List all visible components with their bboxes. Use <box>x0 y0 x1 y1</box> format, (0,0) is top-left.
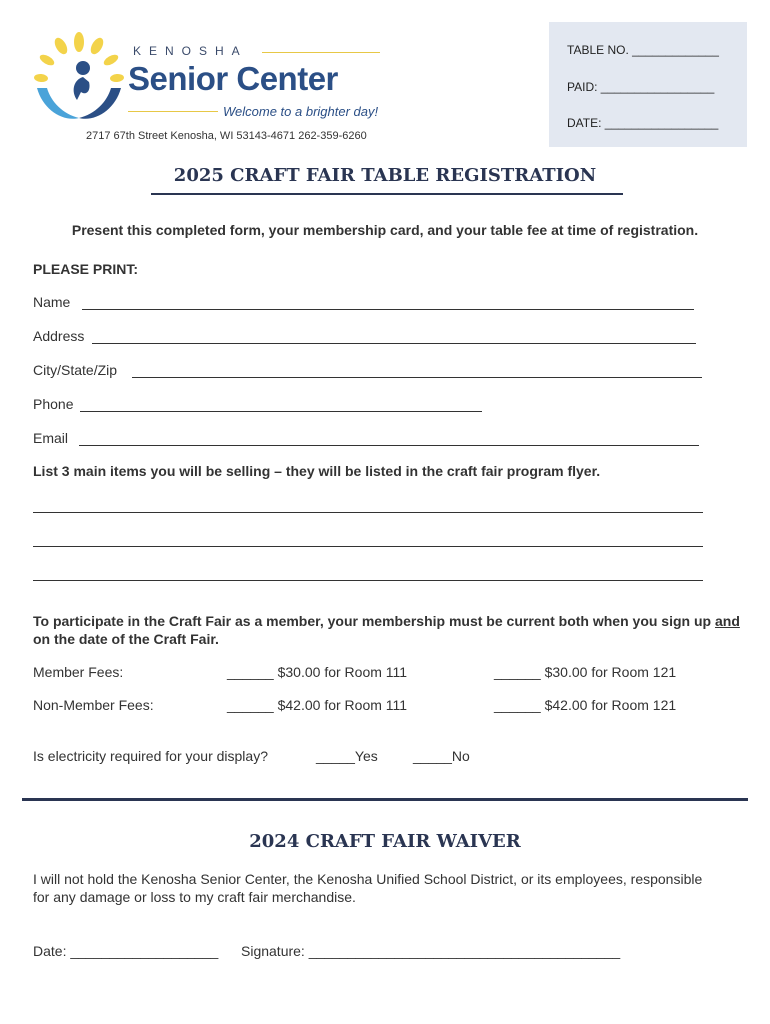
membership-note-and: and <box>714 613 740 629</box>
nonmember-fees-label: Non-Member Fees: <box>33 697 154 713</box>
waiver-signature-field[interactable]: Signature: ________________________________________ <box>241 943 621 959</box>
email-field[interactable] <box>79 432 699 446</box>
electricity-question: Is electricity required for your display? <box>33 748 268 764</box>
nonmember-room-111-option[interactable]: ______ $42.00 for Room 111 <box>227 697 408 713</box>
office-date-field[interactable]: DATE: _________________ <box>567 116 719 130</box>
section-divider <box>22 798 748 801</box>
item-line-2[interactable] <box>33 533 703 547</box>
address-label: Address <box>33 328 85 344</box>
item-line-1[interactable] <box>33 499 703 513</box>
electricity-no-option[interactable]: _____No <box>413 748 470 764</box>
name-label: Name <box>33 294 71 310</box>
item-line-3[interactable] <box>33 567 703 581</box>
title-underline <box>151 193 623 195</box>
membership-note: To participate in the Craft Fair as a member, your membership must be current both when you sign up and on the date of the Craft Fair. <box>33 613 740 647</box>
registration-title: 2025 CRAFT FAIR TABLE REGISTRATION <box>173 165 597 186</box>
logo-rule-bottom <box>128 111 218 112</box>
waiver-title: 2024 CRAFT FAIR WAIVER <box>249 831 521 852</box>
office-use-box <box>549 22 747 147</box>
city-state-zip-label: City/State/Zip <box>33 362 118 378</box>
paid-field[interactable]: PAID: _________________ <box>567 80 715 94</box>
electricity-yes-option[interactable]: _____Yes <box>316 748 378 764</box>
items-prompt: List 3 main items you will be selling – they will be listed in the craft fair program flyer. <box>33 463 601 479</box>
email-label: Email <box>33 430 69 446</box>
nonmember-room-121-option[interactable]: ______ $42.00 for Room 121 <box>494 697 677 713</box>
member-room-111-option[interactable]: ______ $30.00 for Room 111 <box>227 664 408 680</box>
intro-text: Present this completed form, your membership card, and your table fee at time of registration. <box>71 222 699 238</box>
phone-label: Phone <box>33 396 74 412</box>
please-print-label: PLEASE PRINT: <box>33 261 139 277</box>
logo-name: Senior Center <box>128 60 338 97</box>
name-field[interactable] <box>82 296 694 310</box>
waiver-text: I will not hold the Kenosha Senior Center, the Kenosha Unified School District, or its employees, responsible for any damage or loss to my craft fair merchandise. <box>33 871 703 905</box>
city-state-zip-field[interactable] <box>132 364 702 378</box>
member-room-121-option[interactable]: ______ $30.00 for Room 121 <box>494 664 677 680</box>
senior-center-logo-icon <box>33 30 125 125</box>
logo-kenosha-text: KENOSHA <box>133 44 248 58</box>
table-no-field[interactable]: TABLE NO. _____________ <box>567 43 719 57</box>
address-line: 2717 67th Street Kenosha, WI 53143-4671 262-359-6260 <box>86 130 367 142</box>
address-field[interactable] <box>92 330 696 344</box>
logo-rule-top <box>262 52 380 53</box>
logo-tagline: Welcome to a brighter day! <box>223 104 379 119</box>
member-fees-label: Member Fees: <box>33 664 124 680</box>
waiver-date-field[interactable]: Date: ___________________ <box>33 943 219 959</box>
phone-field[interactable] <box>80 398 482 412</box>
